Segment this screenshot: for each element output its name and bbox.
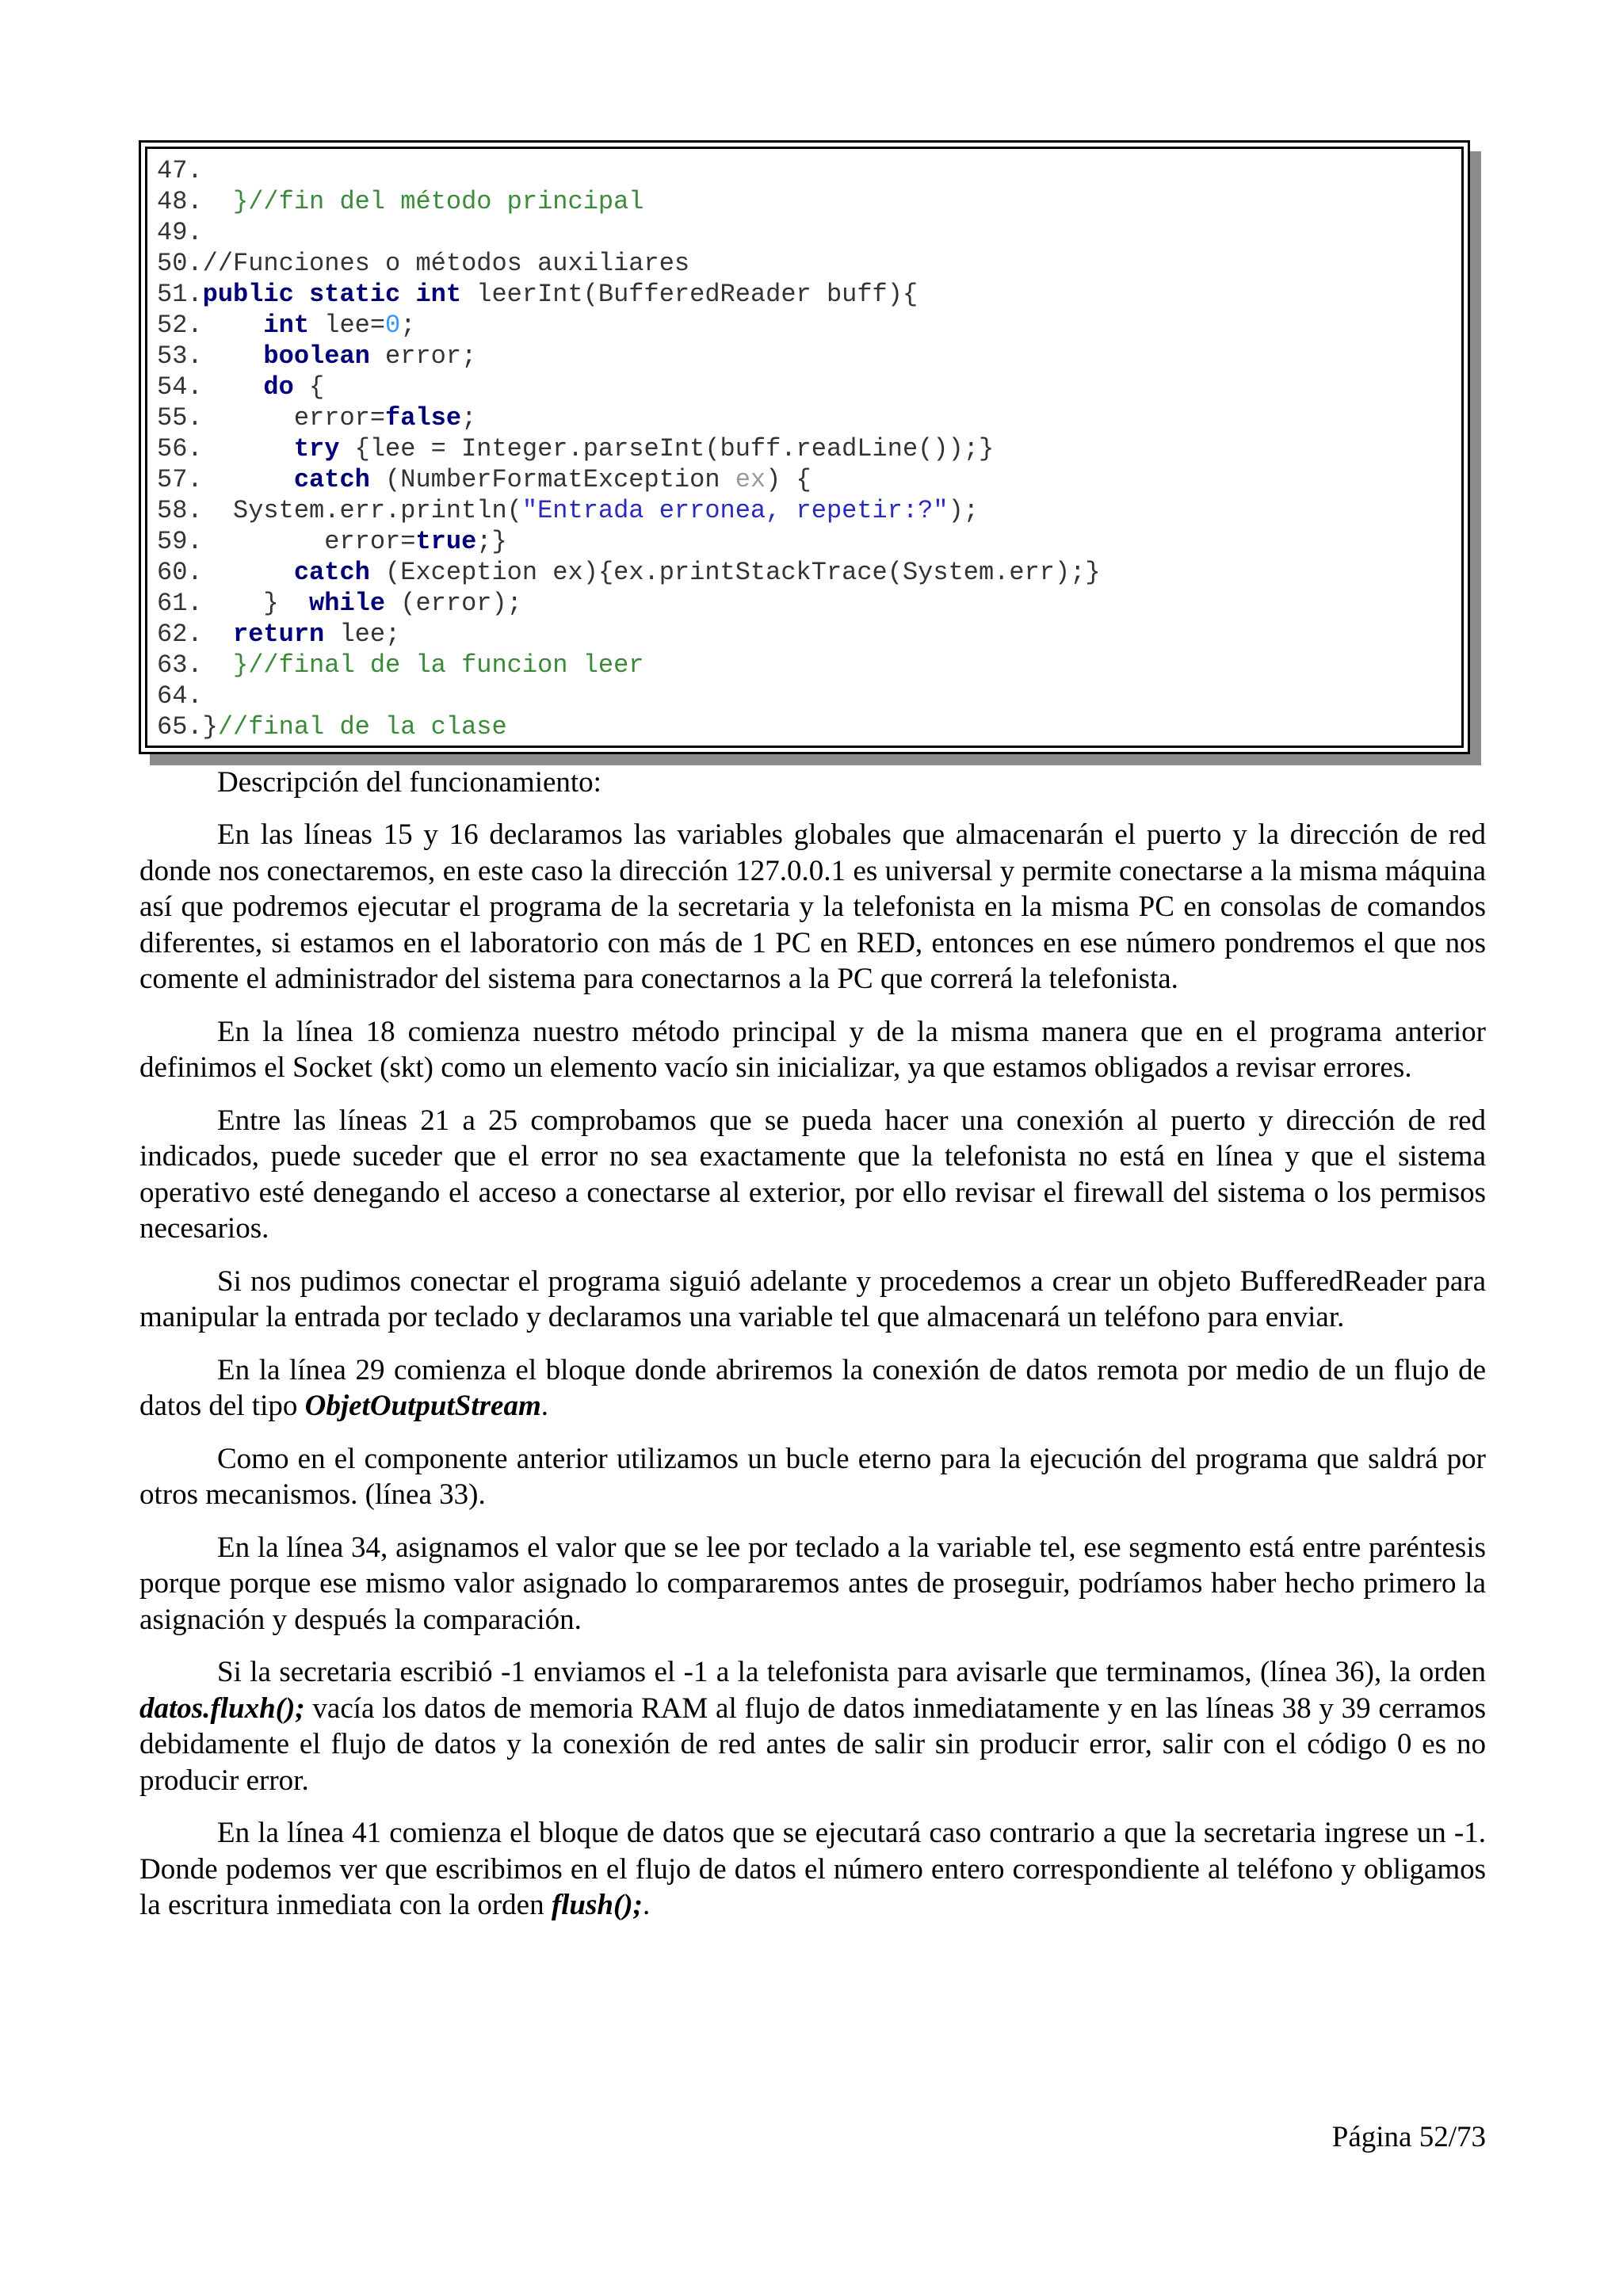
body-paragraph: Como en el componente anterior utilizamos un bucle eterno para la ejecución del programa que saldrá por otros mecanismos. (línea 33). (139, 1442, 1486, 1511)
code-box-inner-frame (145, 147, 1464, 748)
paragraph-list (139, 817, 1486, 1924)
code-line: 58. System.err.println("Entrada erronea, repetir:?"); (157, 496, 979, 525)
code-line: 55. error=false; (157, 403, 477, 433)
text-run: datos.fluxh(); (139, 1691, 305, 1725)
text-run: try (293, 434, 340, 463)
body-paragraph: En la línea 29 comienza el bloque donde abriremos la conexión de datos remota por medio de un flujo de datos del tipo ObjetOutputStream. (139, 1353, 1486, 1422)
code-line: 57. catch (NumberFormatException ex) { (157, 465, 812, 494)
code-line: 54. do { (157, 372, 325, 402)
text-run: }//final de la funcion leer (233, 650, 644, 680)
code-line: 61. } while (error); (157, 589, 522, 618)
text-run: ObjetOutputStream (304, 1390, 541, 1422)
section-heading: Descripción del funcionamiento: (217, 766, 601, 799)
code-line: 56. try {lee = Integer.parseInt(buff.readLine());} (157, 434, 995, 463)
code-box-outer-frame (139, 140, 1470, 754)
code-line: 50.//Funciones o métodos auxiliares (157, 249, 690, 278)
code-line: 48. }//fin del método principal (157, 187, 644, 216)
text-run: int (263, 311, 310, 340)
code-line: 51.public static int leerInt(BufferedReader buff){ (157, 280, 918, 309)
body-paragraph: Si nos pudimos conectar el programa siguió adelante y procedemos a crear un objeto BufferedReader para manipular la entrada por teclado y declaramos una variable tel que almacenará un teléfono para enviar. (139, 1264, 1486, 1333)
text-run: boolean (263, 341, 370, 371)
code-line: 52. int lee=0; (157, 311, 416, 340)
text-run: return (233, 620, 325, 649)
code-line: 53. boolean error; (157, 341, 477, 371)
code-line: 64. (157, 681, 203, 711)
text-run: ex (735, 465, 766, 494)
code-line: 65.}//final de la clase (157, 712, 507, 742)
body-paragraph: En la línea 41 comienza el bloque de datos que se ejecutará caso contrario a que la secretaria ingrese un -1. Donde podemos ver que escribimos en el flujo de datos el número entero correspondiente al teléfono y obligamos la escritura inmediata con la orden flush();. (139, 1817, 1486, 1921)
text-run: public static int (202, 280, 462, 309)
code-line: 60. catch (Exception ex){ex.printStackTrace(System.err);} (157, 558, 1101, 587)
code-line: 62. return lee; (157, 620, 401, 649)
body-text (139, 765, 1486, 1940)
text-run: catch (293, 558, 370, 587)
text-run: 0 (385, 311, 401, 340)
code-line: 49. (157, 218, 203, 247)
code-line: 47. (157, 156, 203, 185)
code-listing (139, 140, 1470, 754)
code-line: 59. error=true;} (157, 527, 507, 556)
text-run: true (415, 527, 477, 556)
text-run: //final de la clase (217, 712, 507, 742)
code-line: 63. }//final de la funcion leer (157, 650, 644, 680)
body-paragraph: Si la secretaria escribió -1 enviamos el -1 a la telefonista para avisarle que terminamos, (línea 36), la orden datos.fluxh(); vacía los datos de memoria RAM al flujo de datos inmediatamente y en las líneas 38 y 39 cerramos debidamente el flujo de datos y la conexión de red antes de salir sin producir error, salir con el código 0 es no producir error. (139, 1656, 1486, 1797)
body-paragraph: En la línea 34, asignamos el valor que se lee por teclado a la variable tel, ese segmento está entre paréntesis porque porque ese mismo valor asignado lo compararemos antes de proseguir, podríamos haber hecho primero la asignación y después la comparación. (139, 1531, 1486, 1636)
text-run: do (263, 372, 294, 402)
text-run: flush(); (551, 1889, 643, 1921)
text-run: }//fin del método principal (233, 187, 644, 216)
text-run: while (309, 589, 386, 618)
text-run: false (385, 403, 462, 433)
page-number: Página 52/73 (1331, 2121, 1486, 2153)
text-run: catch (293, 465, 370, 494)
body-paragraph: En las líneas 15 y 16 declaramos las variables globales que almacenarán el puerto y la dirección de red donde nos conectaremos, en este caso la dirección 127.0.0.1 es universal y permite conectarse a la misma máquina así que podremos ejecutar el programa de la secretaria y la telefonista en la misma PC en consolas de comandos diferentes, si estamos en el laboratorio con más de 1 PC en RED, entonces en ese número pondremos el que nos comente el administrador del sistema para conectarnos a la PC que correrá la telefonista. (139, 818, 1486, 995)
body-paragraph: En la línea 18 comienza nuestro método principal y de la misma manera que en el programa anterior definimos el Socket (skt) como un elemento vacío sin inicializar, ya que estamos obligados a revisar errores. (139, 1015, 1486, 1084)
text-run: "Entrada erronea, repetir:?" (521, 496, 949, 525)
body-paragraph: Entre las líneas 21 a 25 comprobamos que se pueda hacer una conexión al puerto y dirección de red indicados, puede suceder que el error no sea exactamente que la telefonista no está en línea y que el sistema operativo esté denegando el acceso a conectarse al exterior, por ello revisar el firewall del sistema o los permisos necesarios. (139, 1104, 1486, 1245)
